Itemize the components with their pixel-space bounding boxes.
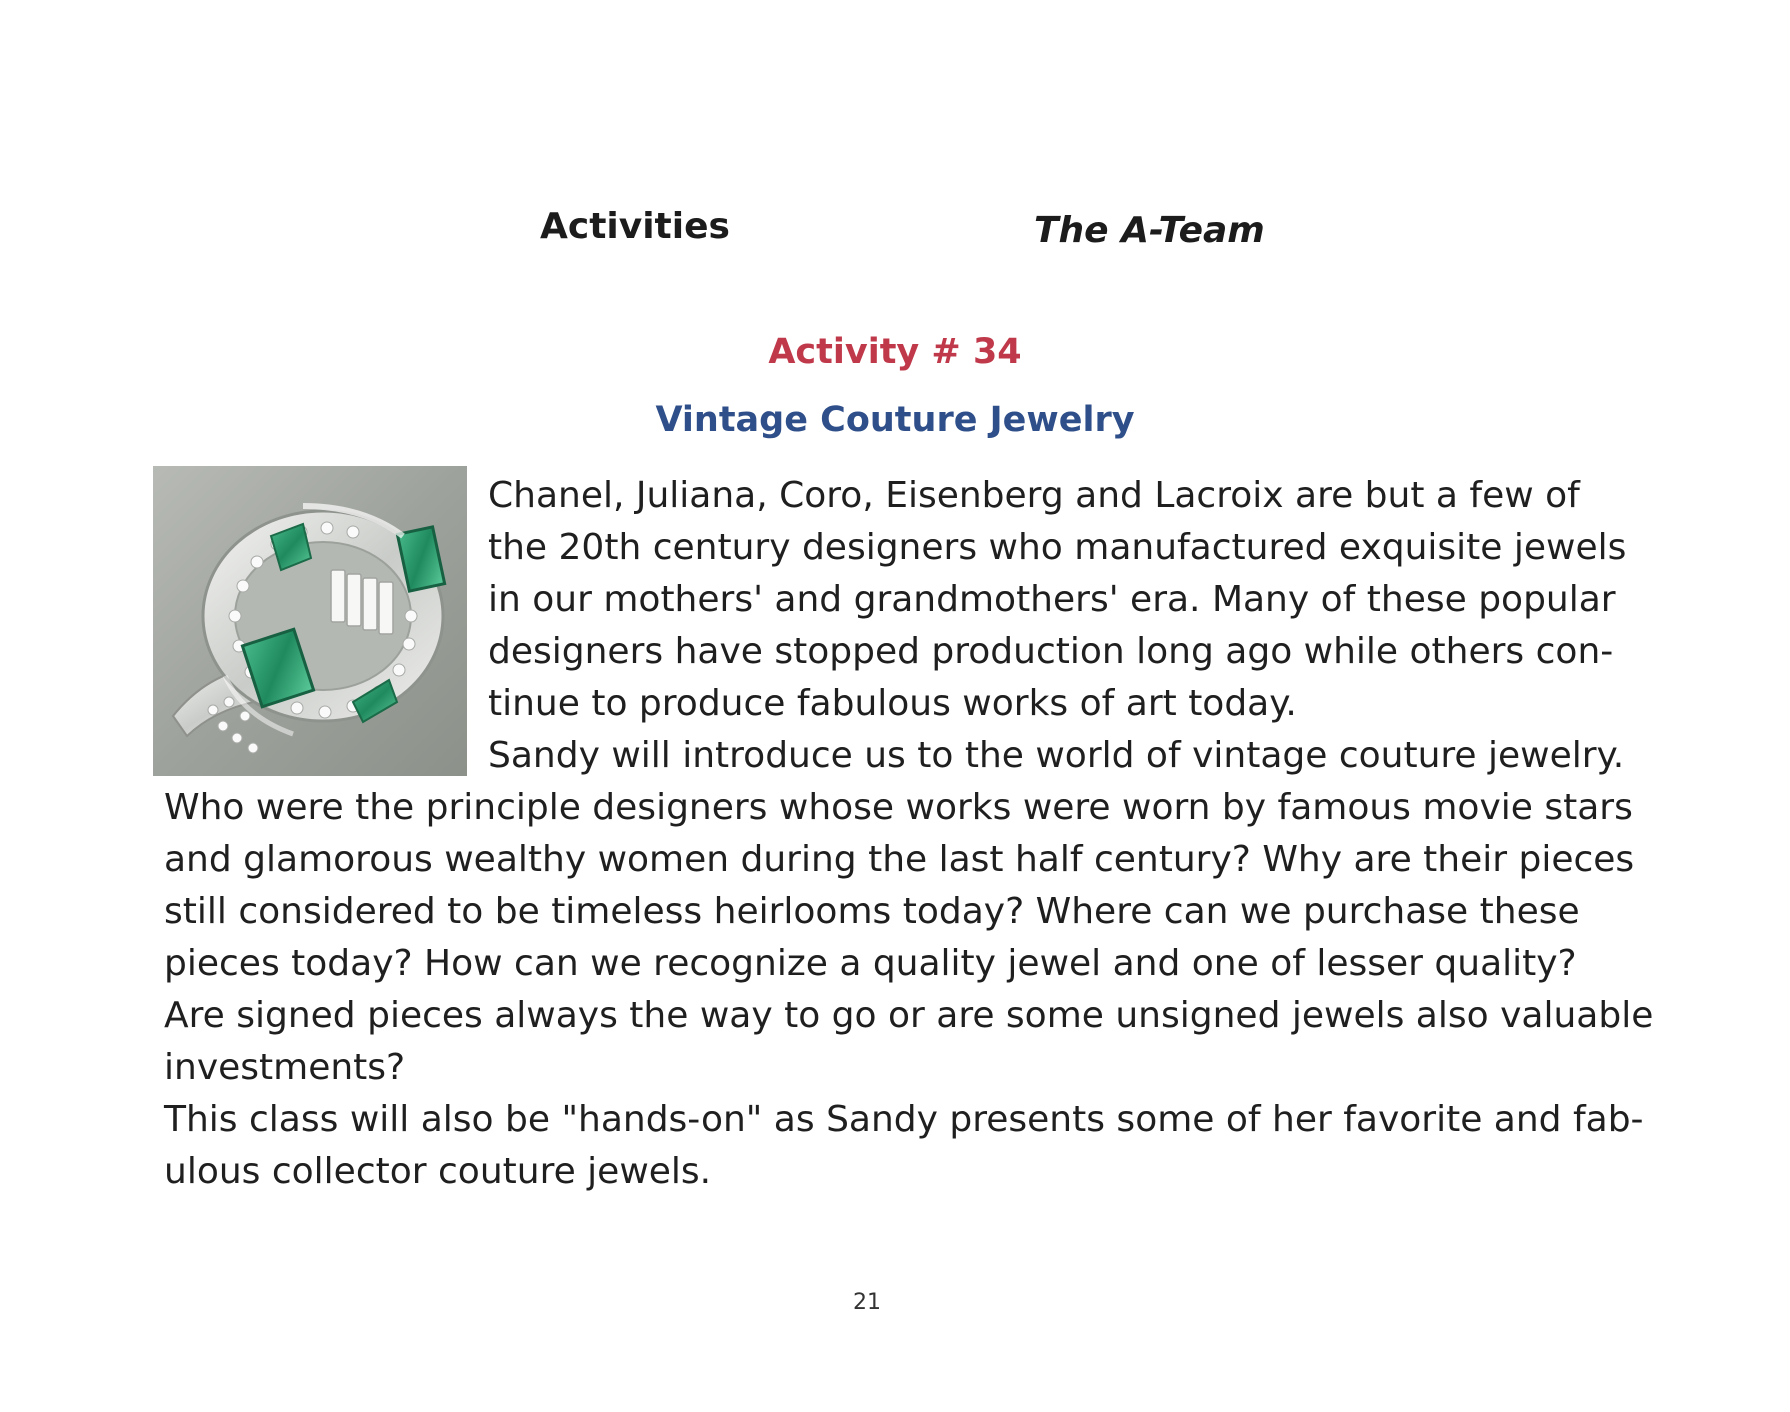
body-text-line: pieces today? How can we recognize a quality jewel and one of lesser quality?: [164, 943, 1577, 984]
activity-number: Activity # 34: [768, 332, 1022, 372]
body-text-line: investments?: [164, 1047, 406, 1088]
body-text-line: in our mothers' and grandmothers' era. Many of these popular: [488, 579, 1616, 620]
page-number: 21: [853, 1290, 881, 1315]
section-header: Activities: [540, 206, 730, 247]
body-text-line: Chanel, Juliana, Coro, Eisenberg and Lacroix are but a few of: [488, 475, 1580, 516]
body-text-line: and glamorous wealthy women during the last half century? Why are their pieces: [164, 839, 1635, 880]
group-header: The A-Team: [1034, 210, 1265, 251]
body-text-line: ulous collector couture jewels.: [164, 1151, 712, 1192]
body-text-line: This class will also be "hands-on" as Sandy presents some of her favorite and fab-: [164, 1099, 1644, 1140]
body-text-line: Are signed pieces always the way to go or are some unsigned jewels also valuable: [164, 995, 1654, 1036]
body-text-line: the 20th century designers who manufactured exquisite jewels: [488, 527, 1627, 568]
body-text-line: Who were the principle designers whose works were worn by famous movie stars: [164, 787, 1633, 828]
activity-title: Vintage Couture Jewelry: [655, 400, 1135, 440]
jewelry-ring-photo: [153, 466, 467, 776]
body-text-line: tinue to produce fabulous works of art today.: [488, 683, 1297, 724]
body-text-line: still considered to be timeless heirlooms today? Where can we purchase these: [164, 891, 1580, 932]
body-text-line: Sandy will introduce us to the world of vintage couture jewelry.: [488, 735, 1625, 776]
body-text-line: designers have stopped production long ago while others con-: [488, 631, 1614, 672]
